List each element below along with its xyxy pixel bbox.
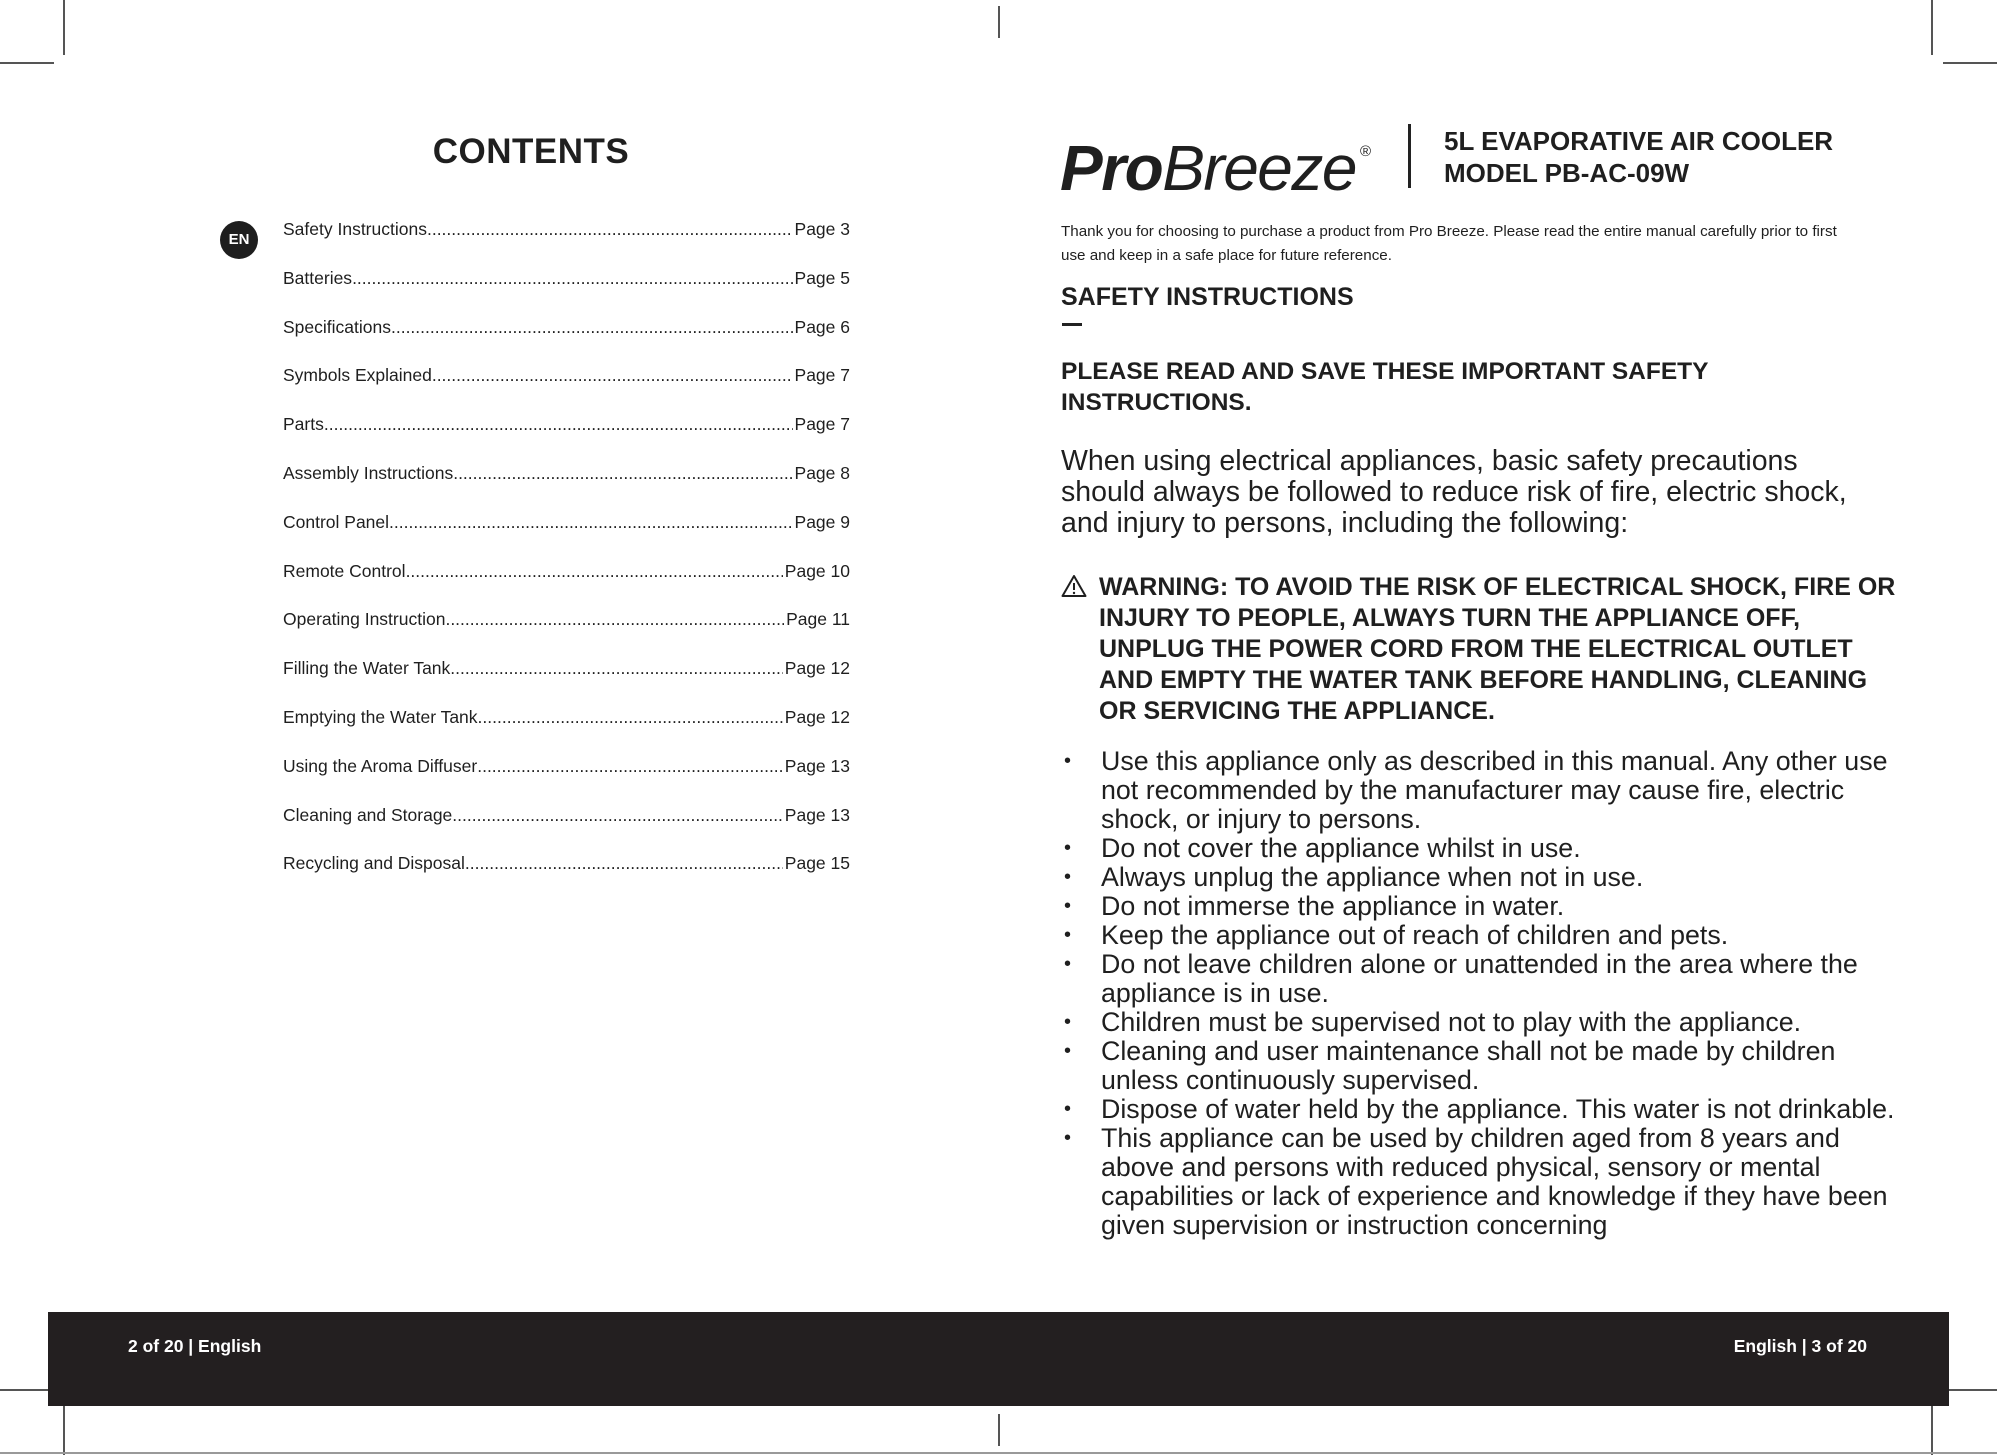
safety-bullet [1061, 863, 1901, 892]
safety-bullet-text: Do not cover the appliance whilst in use. [1101, 833, 1581, 863]
registered-mark: ® [1359, 143, 1372, 160]
toc-entry-title: Specifications [283, 316, 391, 337]
footer-page-left: 2 of 20 | English [128, 1336, 262, 1356]
safety-bullet [1061, 1037, 1901, 1095]
toc-leader-dots [389, 512, 792, 533]
toc-leader-dots [450, 658, 783, 679]
logo-breeze-text: Breeze [1162, 132, 1356, 204]
toc-entry [283, 268, 850, 317]
toc-entry-title: Remote Control [283, 560, 406, 581]
safety-bullet-text: Use this appliance only as described in this manual. Any other use not recommended by the manufacturer may cause fire, electric shock, or injury to persons. [1101, 746, 1888, 834]
safety-bullet-text: Keep the appliance out of reach of children and pets. [1101, 920, 1729, 950]
toc-leader-dots [432, 365, 793, 386]
product-title [1444, 125, 1833, 189]
toc-leader-dots [452, 805, 783, 826]
safety-heading: SAFETY INSTRUCTIONS [1061, 283, 1354, 311]
logo-divider [1408, 124, 1411, 188]
table-of-contents [283, 219, 850, 902]
heading-underline [1062, 323, 1082, 326]
toc-entry [283, 414, 850, 463]
toc-entry [283, 853, 850, 902]
crop-mark [1943, 1389, 1997, 1391]
bullet-dot: • [1064, 953, 1072, 975]
toc-entry-page: Page 9 [794, 511, 850, 532]
toc-entry [283, 658, 850, 707]
toc-entry [283, 805, 850, 854]
safety-bullet-text: Always unplug the appliance when not in use. [1101, 862, 1644, 892]
crop-mark [1931, 1400, 1933, 1455]
crop-mark [63, 1400, 65, 1455]
crop-mark [1931, 0, 1933, 55]
toc-entry-page: Page 3 [794, 219, 850, 239]
safety-bullet-text: Cleaning and user maintenance shall not be made by children unless continuously supervised. [1101, 1036, 1836, 1095]
toc-entry-title: Parts [283, 414, 324, 435]
product-name: 5L EVAPORATIVE AIR COOLER [1444, 126, 1834, 156]
crop-mark [0, 1452, 1997, 1454]
crop-mark [63, 0, 65, 55]
toc-leader-dots [406, 561, 783, 582]
toc-entry-page: Page 6 [794, 316, 850, 337]
logo-pro-text: Pro [1060, 132, 1163, 204]
toc-entry [283, 463, 850, 512]
toc-entry-page: Page 11 [786, 609, 850, 630]
toc-leader-dots [477, 756, 783, 777]
general-precautions: When using electrical appliances, basic safety precautions should always be followed to reduce risk of fire, electric shock, and injury to persons, including the following: [1061, 445, 1847, 539]
toc-entry-page: Page 7 [794, 414, 850, 435]
bullet-dot: • [1064, 837, 1072, 859]
toc-leader-dots [324, 414, 793, 435]
safety-bullet [1061, 1008, 1901, 1037]
toc-entry-title: Emptying the Water Tank [283, 706, 478, 727]
toc-leader-dots [352, 268, 792, 289]
crop-mark [0, 1389, 54, 1391]
safety-bullet-text: Children must be supervised not to play with the appliance. [1101, 1007, 1802, 1037]
toc-entry-title: Assembly Instructions [283, 462, 454, 483]
toc-entry-page: Page 8 [794, 462, 850, 483]
bullet-dot: • [1064, 1098, 1072, 1120]
bullet-dot: • [1064, 1040, 1072, 1062]
toc-entry [283, 365, 850, 414]
toc-entry [283, 512, 850, 561]
toc-entry-title: Using the Aroma Diffuser [283, 755, 478, 776]
safety-bullet-list [1061, 747, 1901, 1240]
toc-entry-title: Cleaning and Storage [283, 804, 453, 825]
safety-bullet [1061, 834, 1901, 863]
safety-bullet [1061, 921, 1901, 950]
probreeze-logo [1060, 116, 1371, 204]
toc-entry-page: Page 10 [784, 560, 850, 581]
toc-leader-dots [427, 219, 793, 240]
crop-mark [1943, 62, 1997, 64]
toc-entry-page: Page 12 [784, 706, 850, 727]
safety-bullet [1061, 747, 1901, 834]
toc-entry [283, 609, 850, 658]
toc-leader-dots [478, 707, 783, 728]
bullet-dot: • [1064, 750, 1072, 772]
toc-entry [283, 707, 850, 756]
crop-mark [998, 6, 1000, 38]
bullet-dot: • [1064, 866, 1072, 888]
bullet-dot: • [1064, 924, 1072, 946]
toc-entry-title: Symbols Explained [283, 365, 432, 386]
toc-entry-page: Page 7 [794, 365, 850, 386]
toc-entry [283, 317, 850, 366]
toc-entry-page: Page 15 [784, 853, 850, 874]
toc-entry-title: Recycling and Disposal [283, 853, 465, 874]
toc-entry [283, 561, 850, 610]
toc-entry-page: Page 13 [784, 755, 850, 776]
toc-entry-page: Page 5 [794, 267, 850, 288]
toc-entry-page: Page 13 [784, 804, 850, 825]
safety-bullet-text: Do not leave children alone or unattended in the area where the appliance is in use. [1101, 949, 1858, 1008]
safety-bullet [1061, 1095, 1901, 1124]
warning-text: WARNING: TO AVOID THE RISK OF ELECTRICAL SHOCK, FIRE OR INJURY TO PEOPLE, ALWAYS TURN THE APPLIANCE OFF, UNPLUG THE POWER CORD FROM THE ELECTRICAL OUTLET AND EMPTY THE WATER TANK BEFORE HANDLING, CLEANING OR SERVICING THE APPLIANCE. [1099, 573, 1896, 725]
toc-entry-title: Control Panel [283, 511, 390, 532]
safety-bullet-text: Dispose of water held by the appliance. This water is not drinkable. [1101, 1094, 1895, 1124]
bullet-dot: • [1064, 1011, 1072, 1033]
safety-bullet-text: Do not immerse the appliance in water. [1101, 891, 1565, 921]
safety-bullet-text: This appliance can be used by children aged from 8 years and above and persons with reduced physical, sensory or mental capabilities or lack of experience and knowledge if they have been given supervision or instruction concerning [1101, 1123, 1888, 1240]
toc-leader-dots [453, 463, 792, 484]
toc-entry [283, 219, 850, 268]
language-badge: EN [220, 221, 258, 259]
safety-bullet [1061, 950, 1901, 1008]
toc-entry [283, 756, 850, 805]
bullet-dot: • [1064, 1127, 1072, 1149]
toc-entry-title: Filling the Water Tank [283, 658, 451, 679]
footer-page-right: English | 3 of 20 [1733, 1336, 1867, 1356]
crop-mark [998, 1414, 1000, 1446]
model-number: MODEL PB-AC-09W [1444, 158, 1690, 188]
important-heading: PLEASE READ AND SAVE THESE IMPORTANT SAFETY INSTRUCTIONS. [1061, 358, 1709, 416]
crop-mark [0, 62, 54, 64]
toc-leader-dots [391, 317, 793, 338]
toc-entry-title: Batteries [283, 267, 353, 288]
toc-leader-dots [445, 609, 784, 630]
toc-entry-page: Page 12 [784, 658, 850, 679]
bullet-dot: • [1064, 895, 1072, 917]
safety-bullet [1061, 1124, 1901, 1240]
toc-entry-title: Operating Instruction [283, 609, 446, 630]
warning-triangle-icon [1061, 574, 1087, 598]
intro-text: Thank you for choosing to purchase a product from Pro Breeze. Please read the entire manual carefully prior to first use and keep in a safe place for future reference. [1061, 223, 1837, 264]
footer-bar [48, 1312, 1949, 1406]
toc-leader-dots [465, 853, 783, 874]
contents-title: CONTENTS [432, 132, 630, 171]
toc-entry-title: Safety Instructions [283, 219, 427, 239]
safety-bullet [1061, 892, 1901, 921]
